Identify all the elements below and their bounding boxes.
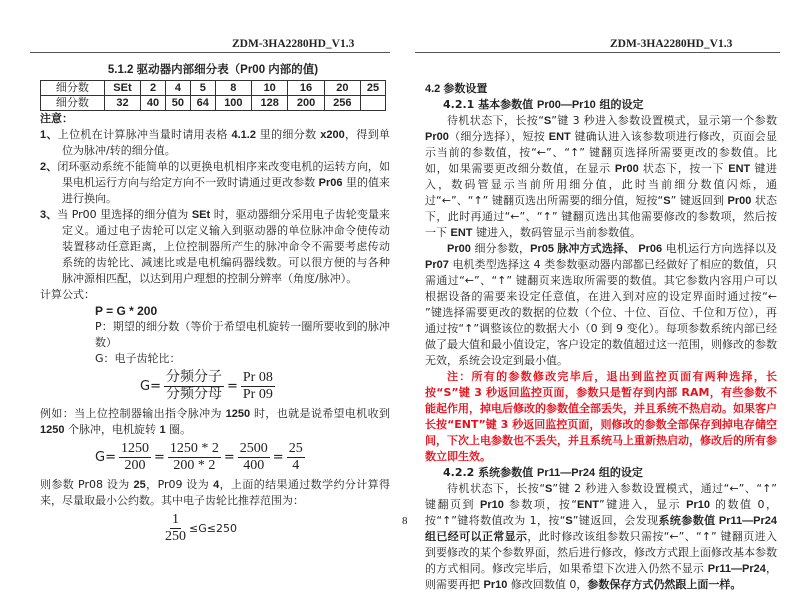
- text-run: S: [663, 195, 671, 207]
- text-run: 待机状态下，长按“: [447, 482, 546, 495]
- denominator: 分频分母: [165, 387, 222, 402]
- page-number: 8: [402, 515, 408, 527]
- text-run: 的数值 0，按“↑”键将数值改为 1，按“: [425, 498, 777, 527]
- table-cell: 4: [165, 81, 190, 96]
- table-cell: 200: [288, 96, 324, 111]
- text-run: Pr07: [425, 259, 449, 271]
- table-cell: 16: [288, 81, 324, 96]
- paragraph: [425, 241, 777, 369]
- text-run: ”键进入，显示: [599, 498, 687, 511]
- numerator: 2500: [239, 441, 268, 456]
- header-left: ZDM-3HA2280HD_V1.3: [232, 38, 355, 50]
- text-run: S: [565, 515, 573, 527]
- g-description: G：电子齿轮比：: [95, 352, 181, 365]
- text-run: 1、: [40, 129, 58, 141]
- text-run: 3、: [40, 209, 58, 221]
- text-run: 1: [159, 424, 166, 436]
- row-header-cell: 细分数: [41, 81, 105, 96]
- table-cell: [361, 96, 386, 111]
- table-cell: 25: [361, 81, 386, 96]
- text-run: 4.2.2 系统参数值: [443, 466, 537, 479]
- left-body: [40, 111, 390, 548]
- table-cell: 8: [215, 81, 251, 96]
- text-run: Pr00: [727, 195, 752, 207]
- table-cell: 64: [190, 96, 215, 111]
- table-cell: 2: [141, 81, 166, 96]
- text-run: 闭环驱动系统不能简单的以更换电机相序来改变电机的运转方向，如果电机运行方向与给定方向不一致时请通过更改参数: [57, 160, 390, 189]
- g-symbol: G=: [140, 378, 161, 394]
- equals: =: [223, 449, 235, 465]
- numerator: 分频分子: [165, 370, 222, 385]
- table-cell: 100: [215, 96, 251, 111]
- table-row: [41, 96, 386, 111]
- text-run: 参数项，按“: [503, 498, 578, 511]
- text-run: ，则需要再把: [425, 562, 778, 591]
- text-run: 4: [213, 479, 220, 491]
- table-row: [41, 81, 386, 96]
- denominator: 250: [165, 529, 186, 544]
- header-rule-right: [415, 52, 780, 53]
- formula-label: 计算公式：: [40, 288, 95, 301]
- formula: P = G * 200: [95, 304, 158, 318]
- text-run: 键进入，数码管显示当前参数值。: [472, 226, 641, 239]
- row-header-cell: 细分数: [41, 96, 105, 111]
- text-run: 状态下，按一下: [638, 162, 729, 175]
- numerator: 25: [288, 441, 303, 456]
- table-cell: 256: [324, 96, 360, 111]
- result-text: [40, 477, 390, 509]
- text-run: Pr10: [686, 499, 711, 511]
- table-cell: 20: [324, 81, 360, 96]
- text-run: Pr00—Pr10: [536, 99, 596, 111]
- text-run: 圈。: [165, 423, 192, 436]
- fraction: [119, 441, 151, 474]
- gear-ratio-equation: [40, 370, 390, 403]
- text-run: Pr06: [318, 177, 343, 189]
- denominator: 200: [124, 458, 146, 473]
- denominator: 200 * 2: [173, 458, 216, 473]
- text-run: ENT: [548, 131, 571, 143]
- warning-note: 注：所有的参数修改完毕后，退出到监控页面有两种选择，长按“S”键 3 秒返回监控页面，参数只是暂存到内部 RAM，有些参数不能起作用，掉电后修改的参数值全部丢失，并且系统不热启动。如果客户长按“ENT”键 3 秒返回监控页面，则修改的参数全部保存到掉电存储空间，下次上电参数也不丢失，并且系统马上重新热启动，修改后的所有参数立即生效。: [425, 370, 777, 463]
- text-run: ENT: [450, 227, 473, 239]
- text-run: 状态下，此时再通过“←”、“↑” 键翻页选出其他需要修改的参数项，然后按一下: [425, 194, 777, 239]
- text-run: 键进入，数码管显示当前所用细分值，此时当前细分数值闪烁，通过“←”、“↑” 键翻页选出所需要的细分值，短按“: [425, 162, 778, 207]
- text-run: 4.2.1 基本参数值: [443, 98, 537, 111]
- text-run: ”键 3 秒进入参数设置模式，显示第一个参数: [551, 114, 777, 127]
- text-run: 参数保存方式仍然跟上面一样。: [587, 579, 742, 591]
- denominator: 4: [292, 458, 300, 473]
- text-run: ”键 2 秒进入参数设置模式，通过“←”、“↑” 键翻页到: [425, 482, 777, 511]
- table-cell: SEt: [104, 81, 140, 96]
- text-run: 键确认进入该参数项进行修改，页面会显示当前的参数值，按“←”、“↑” 键翻页选择所需要更改的参数值。比如，如果需要更改细分数值，在显示: [425, 130, 778, 175]
- table-cell: 10: [252, 81, 288, 96]
- numerator: 1250 * 2: [169, 441, 219, 456]
- text-run: 25: [133, 479, 146, 491]
- note-label: 注意：: [40, 112, 73, 125]
- text-run: ，上面的结果通过数学约分计算得来，尽量取最小公约数。其中电子齿轮比推荐范围为：: [40, 478, 391, 507]
- fraction: [165, 512, 186, 545]
- text-run: 时，驱动器细分采用电子齿轮变量来定义。通过电子齿轮可以定义输入到驱动器的单位脉冲命令使传动装置移动任意距离，上位控制器所产生的脉冲命令不需要考虑传动系统的齿轮比、减速比或是电机编码器线数。可以很方便的与各种脉冲源相匹配，以达到用户理想的控制分辨率（角度/脉冲）。: [62, 208, 390, 285]
- text-run: 组的设定: [595, 98, 644, 111]
- text-run: Pr11—Pr24: [536, 467, 596, 479]
- table-cell: 128: [252, 96, 288, 111]
- text-run: ，Pr09 设为: [145, 478, 214, 491]
- text-run: 4.1.2: [231, 129, 256, 141]
- text-run: 待机状态下，长按“: [447, 114, 544, 127]
- text-run: ENT: [577, 499, 600, 511]
- equals: =: [226, 378, 238, 394]
- range-inequality: ≤G≤250: [189, 521, 237, 535]
- text-run: ENT: [728, 163, 751, 175]
- text-run: ，得到单位为脉冲/转的细分值。: [62, 128, 391, 157]
- fraction: [287, 441, 305, 474]
- table-cell: 5: [190, 81, 215, 96]
- paragraph: [425, 113, 777, 241]
- paragraph: [425, 481, 777, 593]
- text-run: SEt: [191, 209, 211, 221]
- right-body: [425, 81, 777, 593]
- denominator: 400: [243, 458, 265, 473]
- table-cell: 50: [165, 96, 190, 111]
- example-text: [40, 406, 390, 438]
- fraction: [238, 441, 270, 474]
- text-run: S: [545, 483, 553, 495]
- text-run: Pr10: [483, 579, 508, 591]
- text-run: 例如：当上位控制器输出指令脉冲为: [40, 407, 226, 420]
- text-run: Pr00: [614, 163, 639, 175]
- equals: =: [153, 449, 165, 465]
- section-4-2-1-title: [425, 97, 777, 113]
- text-run: 细分参数，: [470, 242, 531, 255]
- text-run: 时，也就是说希望电机收到: [250, 407, 391, 420]
- section-4-2-title: 4.2 参数设置: [425, 83, 488, 95]
- note-item: [40, 127, 390, 159]
- text-run: ”键返回，会发现: [572, 514, 659, 527]
- text-run: 当 Pr00 里选择的细分值为: [57, 208, 192, 221]
- gear-ratio-range: [40, 512, 390, 545]
- fraction: [164, 370, 224, 403]
- text-run: （细分选择），短按: [448, 130, 549, 143]
- note-item: [40, 159, 390, 207]
- table-cell: 32: [104, 96, 140, 111]
- text-run: 电机类型选择这 4 类参数驱动器内部都已经做好了相应的数值，只需通过“←”、“↑” 键翻页来选取所需要的数值。其它参数内容用户可以根据设备的需要来设定任意值，在进入到对应的设定界面时通过按“← ”键选择需要更改的数据的位数（个位、十位、百位、千位和万位），再通过按“↑”调整该位的数据大小（0 到 9 变化）。每项参数系统内部已经做了最大值和最小值设定，客户设定的数值超过这一范围，则修改的参数无效，系统会设定到最小值。: [425, 258, 777, 367]
- text-run: 修改回数值 0，: [507, 578, 588, 591]
- text-run: Pr05 脉冲方式选择、 Pr06: [530, 243, 663, 255]
- text-run: 里的细分数: [255, 128, 321, 141]
- note-item: [40, 207, 390, 287]
- numerator: Pr 08: [242, 370, 273, 385]
- text-run: 上位机在计算脉冲当量时请用表格: [57, 128, 232, 141]
- text-run: 组的设定: [595, 466, 643, 479]
- p-description: P：期望的细分数（等价于希望电机旋转一圈所要收到的脉冲数）: [95, 320, 390, 349]
- header-rule-left: [30, 52, 390, 53]
- table-cell: 40: [141, 96, 166, 111]
- numerator: 1250: [120, 441, 149, 456]
- text-run: Pr00: [425, 131, 449, 143]
- text-run: x200: [320, 129, 345, 141]
- text-run: 个脉冲，电机旋转: [64, 423, 160, 436]
- denominator: Pr 09: [242, 387, 273, 402]
- header-right: ZDM-3HA2280HD_V1.3: [610, 38, 733, 50]
- text-run: Pr10: [479, 499, 504, 511]
- text-run: 1250: [40, 424, 65, 436]
- table-title: 5.1.2 驱动器内部细分表（Pr00 内部的值): [107, 64, 319, 76]
- text-run: Pr11—Pr24: [707, 563, 766, 575]
- g-symbol: G=: [95, 449, 116, 465]
- fraction: [168, 441, 221, 474]
- equals: =: [272, 449, 284, 465]
- text-run: 1250: [225, 408, 251, 420]
- fraction: [241, 370, 275, 403]
- example-equation: [40, 441, 390, 474]
- text-run: 系统参数值 Pr11—Pr24 组已经可以正常显示: [425, 515, 778, 543]
- text-run: S: [543, 115, 552, 127]
- text-run: ，此时修改该组参数只需按“←”、“↑” 键翻页进入到要修改的某个参数界面，然后进行修改，修改方式跟上面修改基本参数的方式相同。修改完毕后，如果希望下次进入仍然不显示: [425, 530, 778, 575]
- text-run: 电机运行方向选择以及: [662, 242, 777, 255]
- subdivision-table: [40, 80, 386, 111]
- numerator: 1: [172, 512, 179, 527]
- text-run: 则参数 Pr08 设为: [40, 478, 134, 491]
- text-run: 里的值来进行换向。: [62, 176, 391, 205]
- text-run: 2、: [40, 161, 58, 173]
- text-run: ” 键返回到: [670, 194, 728, 207]
- section-4-2-2-title: [425, 465, 777, 481]
- text-run: Pr00: [447, 243, 471, 255]
